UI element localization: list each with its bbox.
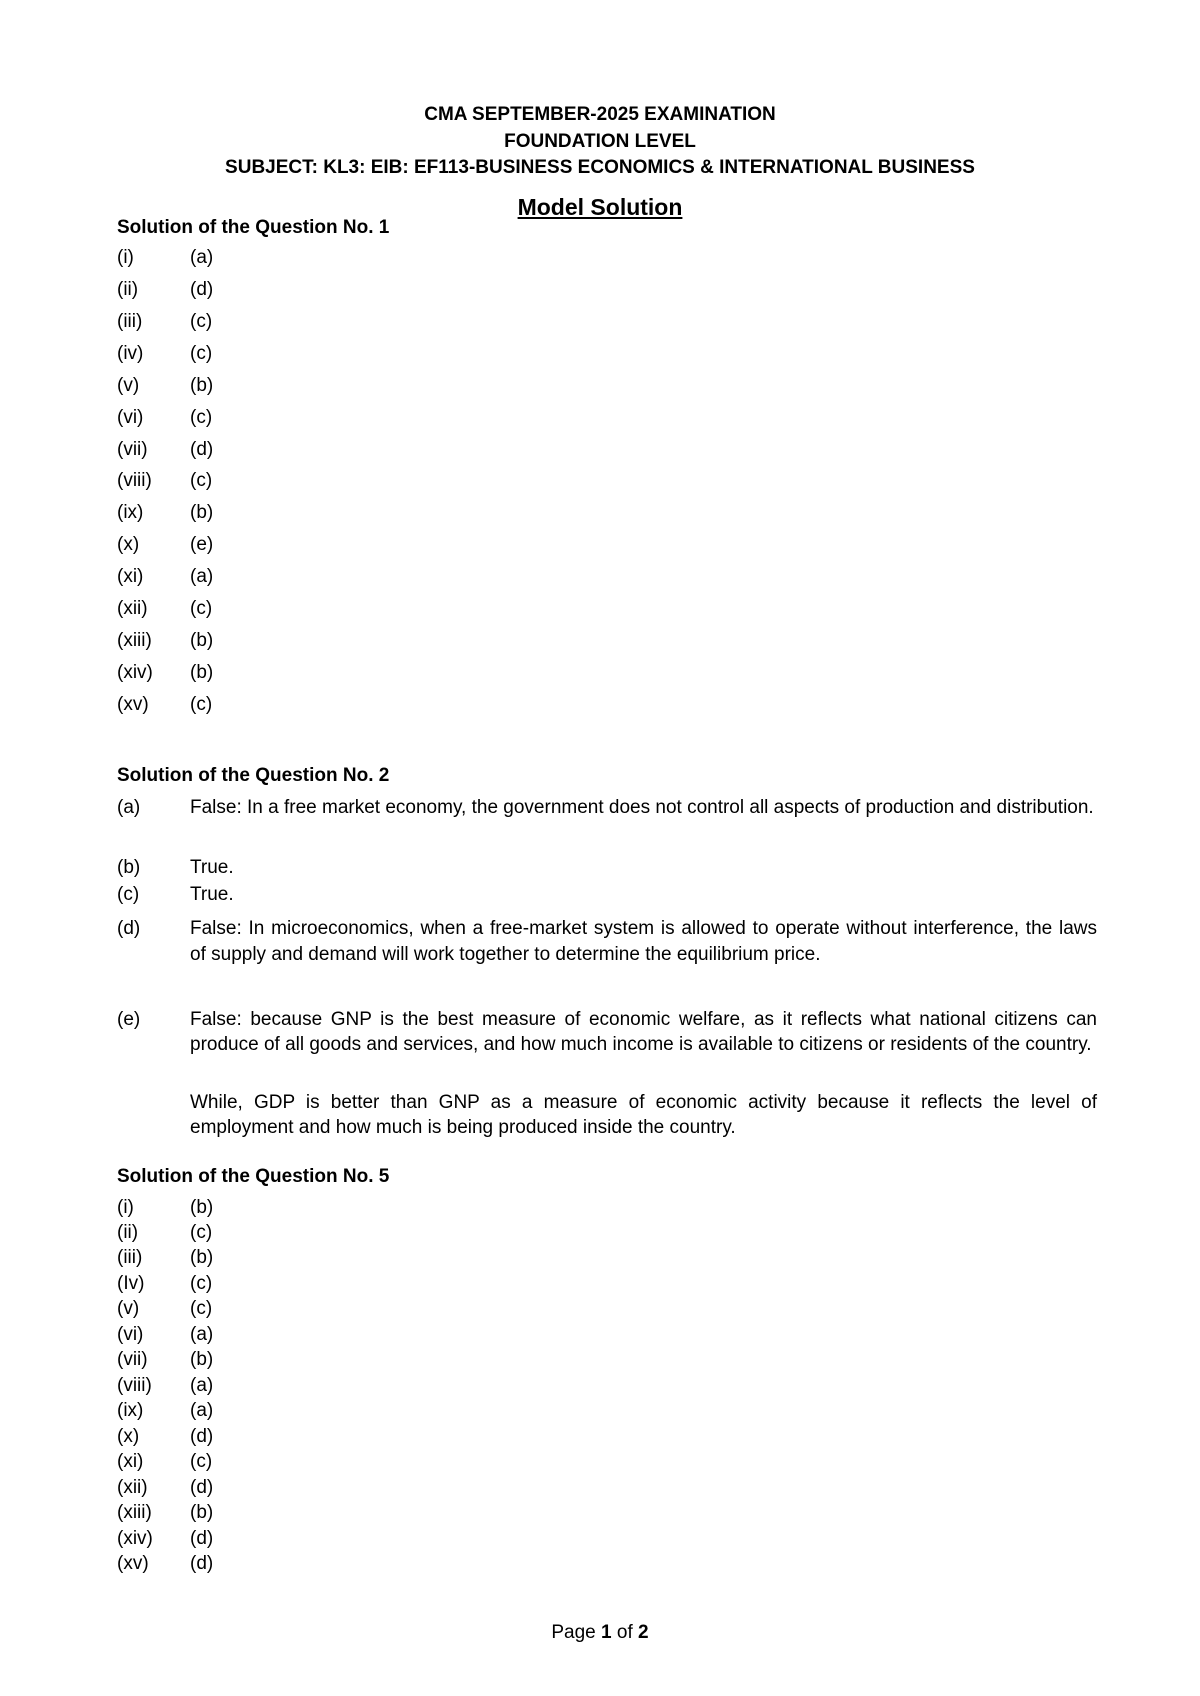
page-footer — [0, 1621, 1200, 1645]
item-number: (iii) — [117, 1247, 143, 1268]
item-number: (vi) — [117, 407, 144, 428]
item-number: (xi) — [117, 1451, 144, 1472]
item-answer: (b) — [190, 630, 214, 651]
item-answer: (c) — [190, 598, 213, 619]
item-answer: (b) — [190, 1349, 214, 1370]
item-number: (c) — [117, 884, 140, 905]
item-number: (b) — [117, 857, 141, 878]
item-answer: (a) — [190, 566, 214, 587]
item-answer: (b) — [190, 502, 214, 523]
item-answer: (a) — [190, 247, 214, 268]
item-number: (viii) — [117, 470, 152, 491]
item-number: (vii) — [117, 1349, 148, 1370]
item-answer: (a) — [190, 1400, 214, 1421]
item-answer: (c) — [190, 470, 213, 491]
item-number: (vii) — [117, 439, 148, 460]
item-answer: (d) — [190, 1426, 214, 1447]
item-answer: (e) — [190, 534, 214, 555]
item-answer: (b) — [190, 662, 214, 683]
item-number: (ix) — [117, 1400, 144, 1421]
item-answer: (a) — [190, 1375, 214, 1396]
item-text: True. — [190, 857, 234, 878]
item-number: (xv) — [117, 694, 149, 715]
page-total: 2 — [638, 1622, 649, 1643]
item-text: False: because GNP is the best measure of economic welfare, as it reflects what national citizens can produce of all goods and services, and how much income is available to citizens or residents of the country. — [190, 1009, 1097, 1055]
item-answer: (b) — [190, 1502, 214, 1523]
page-label: Page — [551, 1622, 596, 1643]
q1-heading: Solution of the Question No. 1 — [117, 217, 390, 238]
item-answer: (a) — [190, 1324, 214, 1345]
item-text: While, GDP is better than GNP as a measure of economic activity because it reflects the level of employment and how much is being produced inside the country. — [190, 1092, 1097, 1138]
item-answer: (d) — [190, 1477, 214, 1498]
item-text: False: In microeconomics, when a free-market system is allowed to operate without interference, the laws of supply and demand will work together to determine the equilibrium price. — [190, 918, 1097, 965]
q5-heading: Solution of the Question No. 5 — [117, 1166, 390, 1187]
item-answer: (c) — [190, 343, 213, 364]
item-text: True. — [190, 884, 234, 905]
item-number: (ii) — [117, 1222, 139, 1243]
item-number: (iii) — [117, 311, 143, 332]
item-number: (xii) — [117, 1477, 148, 1498]
exam-level: FOUNDATION LEVEL — [504, 131, 696, 152]
item-text: False: In a free market economy, the government does not control all aspects of production and distribution. — [190, 797, 1094, 818]
item-number: (xiv) — [117, 662, 153, 683]
item-answer: (b) — [190, 375, 214, 396]
item-answer: (b) — [190, 1197, 214, 1218]
item-answer: (c) — [190, 407, 213, 428]
item-number: (d) — [117, 918, 141, 939]
page-of-label: of — [616, 1622, 633, 1643]
item-number: (Iv) — [117, 1273, 145, 1294]
item-answer: (c) — [190, 1451, 213, 1472]
q2-heading: Solution of the Question No. 2 — [117, 765, 390, 786]
item-number: (iv) — [117, 343, 144, 364]
item-number: (v) — [117, 1298, 140, 1319]
exam-title: CMA SEPTEMBER-2025 EXAMINATION — [424, 104, 776, 125]
item-answer: (b) — [190, 1247, 214, 1268]
page-number: 1 — [601, 1622, 612, 1643]
item-number: (x) — [117, 1426, 140, 1447]
item-number: (a) — [117, 797, 141, 818]
item-answer: (d) — [190, 1528, 214, 1549]
item-answer: (d) — [190, 1553, 214, 1574]
item-number: (xiv) — [117, 1528, 153, 1549]
item-number: (xi) — [117, 566, 144, 587]
item-answer: (c) — [190, 311, 213, 332]
item-number: (xiii) — [117, 630, 152, 651]
item-number: (e) — [117, 1009, 141, 1030]
item-number: (xiii) — [117, 1502, 152, 1523]
item-number: (i) — [117, 1197, 134, 1218]
exam-subject: SUBJECT: KL3: EIB: EF113-BUSINESS ECONOMICS & INTERNATIONAL BUSINESS — [225, 157, 975, 178]
item-number: (v) — [117, 375, 140, 396]
model-solution-title: Model Solution — [517, 194, 683, 220]
item-number: (i) — [117, 247, 134, 268]
item-answer: (d) — [190, 439, 214, 460]
item-answer: (c) — [190, 694, 213, 715]
item-answer: (c) — [190, 1273, 213, 1294]
item-number: (viii) — [117, 1375, 152, 1396]
item-number: (xv) — [117, 1553, 149, 1574]
item-number: (xii) — [117, 598, 148, 619]
item-number: (x) — [117, 534, 140, 555]
item-answer: (d) — [190, 279, 214, 300]
item-number: (vi) — [117, 1324, 144, 1345]
item-answer: (c) — [190, 1222, 213, 1243]
item-number: (ix) — [117, 502, 144, 523]
item-answer: (c) — [190, 1298, 213, 1319]
item-number: (ii) — [117, 279, 139, 300]
